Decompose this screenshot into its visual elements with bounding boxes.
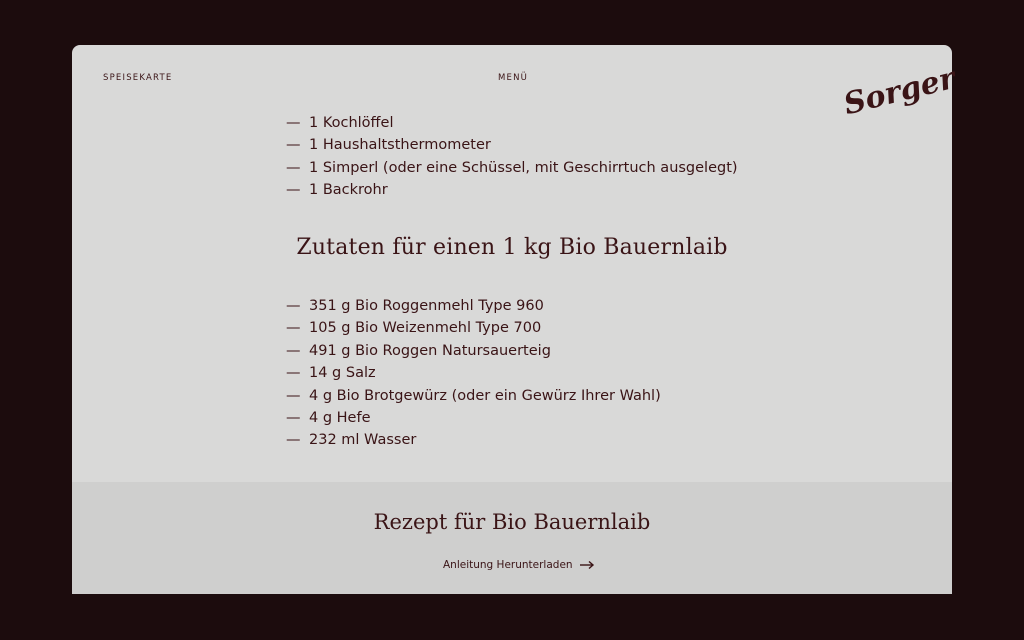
tool-item-label: 1 Haushaltsthermometer xyxy=(309,137,491,154)
ingredient-item-label: 4 g Bio Brotgewürz (oder ein Gewürz Ihrer Wahl) xyxy=(309,387,661,404)
recipe-title: Rezept für Bio Bauernlaib xyxy=(373,510,651,534)
list-dash: — xyxy=(286,137,301,154)
list-dash: — xyxy=(286,409,301,426)
list-item xyxy=(286,317,661,339)
list-item xyxy=(286,179,738,201)
nav-speisekarte-link[interactable]: SPEISEKARTE xyxy=(103,73,173,83)
list-dash: — xyxy=(286,115,301,131)
list-dash: — xyxy=(286,182,301,199)
tool-item-label: 1 Backrohr xyxy=(309,182,388,199)
list-dash: — xyxy=(286,365,301,382)
list-dash: — xyxy=(286,159,301,176)
list-item xyxy=(286,295,661,317)
sorger-logo[interactable] xyxy=(838,59,959,123)
ingredients-heading: Zutaten für einen 1 kg Bio Bauernlaib xyxy=(296,235,728,260)
tools-list xyxy=(286,112,738,202)
ingredient-item-label: 232 ml Wasser xyxy=(309,432,417,449)
list-item xyxy=(286,429,661,451)
recipe-card xyxy=(72,45,959,594)
ingredient-item-label: 351 g Bio Roggenmehl Type 960 xyxy=(309,298,544,314)
svg-text:Sorger: Sorger xyxy=(840,60,959,123)
list-item xyxy=(286,157,738,179)
list-dash: — xyxy=(286,298,301,314)
list-dash: — xyxy=(286,320,301,337)
recipe-download-footer xyxy=(72,482,952,594)
tool-item-label: 1 Simperl (oder eine Schüssel, mit Geschirrtuch ausgelegt) xyxy=(309,159,738,176)
ingredient-item-label: 4 g Hefe xyxy=(309,409,371,426)
list-item xyxy=(286,362,661,384)
list-item xyxy=(286,407,661,429)
list-item xyxy=(286,112,738,134)
list-dash: — xyxy=(286,387,301,404)
ingredient-item-label: 105 g Bio Weizenmehl Type 700 xyxy=(309,320,542,337)
download-instructions-link[interactable] xyxy=(443,559,595,571)
list-item xyxy=(286,385,661,407)
list-item xyxy=(286,134,738,156)
list-dash: — xyxy=(286,432,301,449)
ingredients-list xyxy=(286,295,661,452)
nav-menu-link[interactable]: MENÜ xyxy=(498,73,529,83)
list-dash: — xyxy=(286,342,301,359)
tool-item-label: 1 Kochlöffel xyxy=(309,115,394,131)
list-item xyxy=(286,340,661,362)
ingredient-item-label: 14 g Salz xyxy=(309,365,376,382)
download-label: Anleitung Herunterladen xyxy=(443,559,573,571)
ingredient-item-label: 491 g Bio Roggen Natursauerteig xyxy=(309,342,551,359)
arrow-right-icon xyxy=(579,560,595,570)
